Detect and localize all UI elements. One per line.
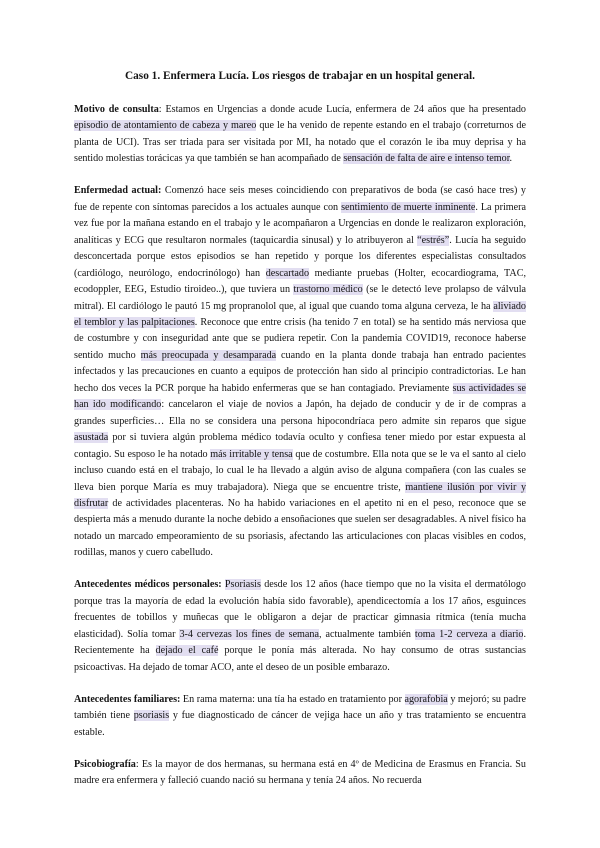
text-segment: Comenzó hace seis meses coincidiendo con preparativos de boda (se casó hace tres) y fue de repente con síntomas parecidos a los actuales aunque con [74, 185, 526, 213]
highlighted-text: sentimiento de muerte inminente [341, 201, 476, 213]
highlighted-text: toma 1-2 cerveza a diario [414, 628, 524, 640]
section-antecedentes-medicos [74, 577, 526, 676]
highlighted-text: dejado el café [155, 645, 219, 657]
text-segment: que le ha venido de repente estando en el trabajo (correturnos de planta de UCI). Tras ser triada para ser visitada por MI, ha notado que el corazón le iba muy deprisa y ha sentido molestias torácicas ya que también se han acompañado de [74, 120, 526, 165]
highlighted-text: “estrés” [417, 234, 450, 246]
text-segment: por si tuviera algún problema médico todavía oculto y confiesa tener miedo por estar expuesta al contagio. Su esposo le ha notado [74, 432, 526, 460]
highlighted-text: sensación de falta de aire e intenso temor [343, 153, 510, 165]
text-segment: (se le detectó leve prolapso de válvula mitral). El cardiólogo le pautó 15 mg propranolol que, al igual que cuando toma alguna cerveza, le ha [74, 284, 527, 312]
highlighted-text: más preocupada y desamparada [140, 349, 277, 361]
text-segment: : Estamos en Urgencias a donde acude Lucía, enfermera de 24 años que ha presentado [158, 104, 526, 115]
highlighted-text: mantiene ilusión por vivir y disfrutar [74, 481, 527, 510]
text-segment: que de costumbre. Ella nota que se le va el santo al cielo incluso cuando está en el trabajo, lo cual le ha llevado a algún aviso de alguna compañera (con las cuales se lleva bien porque María es muy trabajadora). Niega que se encuentre triste, [74, 448, 526, 493]
text-segment: . Reconoce que entre crisis (ha tenido 7 en total) se ha sentido más nerviosa que de costumbre y con inseguridad ante que se pudiera repetir. Con la pandemia COVID19, reconoce haberse sentido mucho [74, 317, 526, 361]
highlighted-text: episodio de atontamiento de cabeza y mareo [74, 120, 257, 132]
section-antecedentes-familiares [74, 692, 526, 741]
text-segment: : cancelaron el viaje de novios a Japón, ha dejado de conducir y de ir de compras a grandes superficies… Ella no se considera una persona hipocondríaca pero admite sin reparos que sigue [74, 399, 526, 427]
highlighted-text: más irritable y tensa [210, 448, 293, 460]
section-motivo-consulta [74, 102, 526, 168]
text-segment: mediante pruebas (Holter, ecocardiograma, TAC, ecodoppler, EEG, Estudio tiroideo..), que tuviera un [74, 267, 526, 296]
section-label: Antecedentes médicos personales: [74, 579, 222, 591]
highlighted-text: sus actividades se han ido modificando [74, 382, 526, 411]
section-label: Antecedentes familiares: [74, 693, 181, 705]
text-segment: desde los 12 años (hace tiempo que no la visita el dermatólogo porque tras la mayoría de edad la evolución había sido favorable), apendicectomía a los 17 años, esguinces frecuentes de tobillos y muñecas que le obligaron a dejar de practicar gimnasia rítmica (tenía mucha elasticidad). Solía tomar [74, 579, 526, 640]
highlighted-text: descartado [265, 267, 310, 279]
highlighted-text: agorafobia [404, 693, 448, 705]
highlighted-text: psoriasis [133, 710, 170, 722]
text-segment: . Recientemente ha [74, 628, 526, 657]
text-segment: y mejoró; su padre también tiene [74, 693, 526, 722]
highlighted-text: aliviado el temblor y las palpitaciones [74, 300, 526, 329]
text-segment: de actividades placenteras. No ha habido variaciones en el apetito ni en el peso, reconoce que se despierta más a menudo durante la noche debido a ensoñaciones que suelen ser desagradables. A nivel físico ha notado un marcado empeoramiento de su psoriasis, afectando las articulaciones con placas visibles en codos, rodillas, manos y cuero cabelludo. [74, 498, 526, 559]
section-label: Enfermedad actual: [74, 185, 162, 197]
text-segment: . Lucía ha seguido desconcertada porque estos episodios se han repetido y porque los diferentes especialistas consultados (cardiólogo, neurólogo, endocrinólogo) han [74, 234, 526, 279]
text-segment: cuando en la planta donde trabaja han entrado pacientes infectados y las precauciones en cuanto a equipos de protección han sido al principio contradictorias. Le han hecho dos veces la PCR porque ha habido enfermeras que se han contagiado. Previamente [74, 349, 526, 394]
text-segment: : Es la mayor de dos hermanas, su hermana está en 4º de Medicina de Erasmus en Francia. Su madre era enfermera y falleció cuando nació su hermana y tenía 24 años. No recuerda [74, 758, 526, 787]
highlighted-text: 3-4 cervezas los fines de semana [179, 628, 319, 640]
section-label: Motivo de consulta [74, 104, 159, 115]
section-psicobiografia [74, 757, 526, 790]
text-segment: . [509, 153, 513, 165]
highlighted-text: trastorno médico [293, 284, 363, 296]
text-segment: porque le ponía más alterada. No hay consumo de otras sustancias psicoactivas. Ha dejado de tomar ACO, ante el deseo de un posible embarazo. [74, 645, 526, 673]
highlighted-text: Psoriasis [224, 579, 261, 591]
text-segment: . La primera vez fue por la mañana estando en el trabajo y le acompañaron a Urgencias en donde le realizaron exploración, analíticas y ECG que resultaron normales (taquicardia sinusal) y lo atribuyeron al [74, 201, 526, 246]
section-enfermedad-actual [74, 183, 526, 561]
case-title: Caso 1. Enfermera Lucía. Los riesgos de trabajar en un hospital general. [125, 70, 475, 82]
text-segment: y fue diagnosticado de cáncer de vejiga hace un año y tras tratamiento se encuentra estable. [74, 710, 526, 738]
text-segment: , actualmente también [318, 628, 415, 640]
highlighted-text: asustada [74, 432, 109, 444]
text-segment: En rama materna: una tía ha estado en tratamiento por [180, 693, 405, 705]
section-label: Psicobiografía [74, 758, 136, 770]
